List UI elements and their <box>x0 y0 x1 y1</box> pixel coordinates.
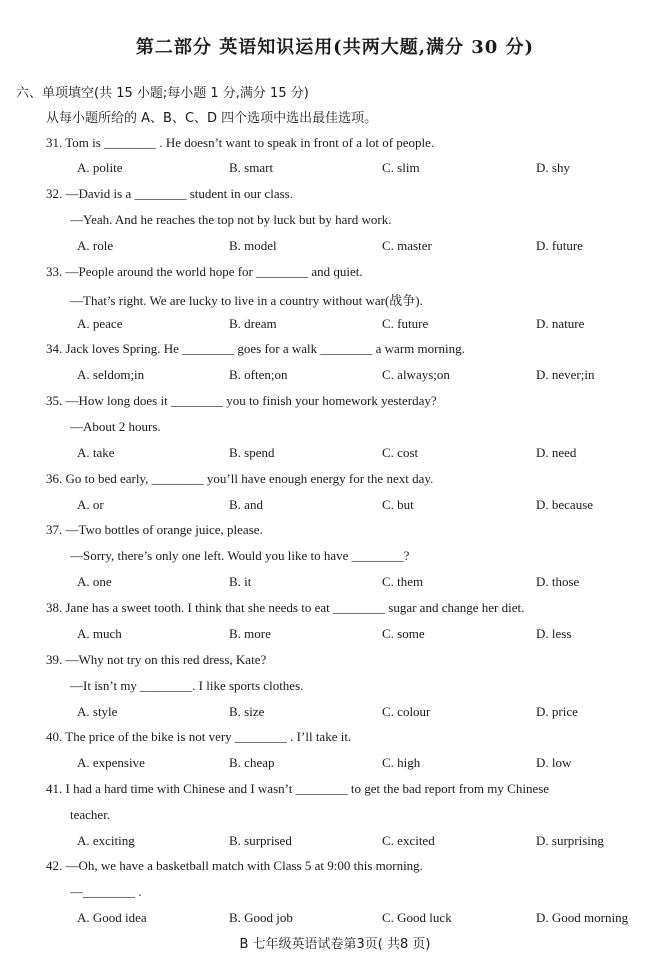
question-stem: 31. Tom is ________ . He doesn’t want to speak in front of a lot of people. <box>46 135 435 150</box>
question-stem: 33. —People around the world hope for ________ and quiet. <box>46 264 363 279</box>
option-d: D. those <box>536 574 580 589</box>
option-c: C. excited <box>382 833 435 848</box>
question-stem: 40. The price of the bike is not very ________ . I’ll take it. <box>46 729 352 744</box>
option-c: C. slim <box>382 160 420 175</box>
option-a: A. Good idea <box>77 910 147 925</box>
option-b: B. dream <box>229 316 277 331</box>
question-reply: —Yeah. And he reaches the top not by luck but by hard work. <box>70 212 392 227</box>
question-stem: 36. Go to bed early, ________ you’ll have enough energy for the next day. <box>46 471 434 486</box>
option-d: D. nature <box>536 316 585 331</box>
option-c: C. always;on <box>382 367 450 382</box>
option-a: A. one <box>77 574 112 589</box>
option-d: D. surprising <box>536 833 604 848</box>
option-b: B. cheap <box>229 755 275 770</box>
option-c: C. cost <box>382 445 419 460</box>
option-c: C. but <box>382 497 414 512</box>
option-d: D. price <box>536 704 578 719</box>
option-d: D. because <box>536 497 594 512</box>
option-b: B. spend <box>229 445 275 460</box>
option-b: B. more <box>229 626 271 641</box>
option-c: C. Good luck <box>382 910 452 925</box>
option-a: A. peace <box>77 316 123 331</box>
option-d: D. never;in <box>536 367 595 382</box>
option-b: B. Good job <box>229 910 293 925</box>
option-a: A. much <box>77 626 122 641</box>
option-d: D. less <box>536 626 572 641</box>
option-a: A. role <box>77 238 114 253</box>
option-c: C. them <box>382 574 424 589</box>
option-c: C. some <box>382 626 425 641</box>
question-stem: 38. Jane has a sweet tooth. I think that she needs to eat ________ sugar and change her diet. <box>46 600 525 615</box>
option-b: B. size <box>229 704 265 719</box>
option-b: B. often;on <box>229 367 288 382</box>
question-stem: 34. Jack loves Spring. He ________ goes for a walk ________ a warm morning. <box>46 341 465 356</box>
option-c: C. master <box>382 238 432 253</box>
option-d: D. Good morning <box>536 910 629 925</box>
option-a: A. take <box>77 445 115 460</box>
option-c: C. future <box>382 316 429 331</box>
question-stem-continued: teacher. <box>70 807 111 822</box>
option-d: D. shy <box>536 160 570 175</box>
page-title: 第二部分 英语知识运用(共两大题,满分 30 分) <box>135 37 535 58</box>
option-a: A. exciting <box>77 833 135 848</box>
instruction-text: 从每小题所给的 A、B、C、D 四个选项中选出最佳选项。 <box>46 111 378 126</box>
option-c: C. high <box>382 755 421 770</box>
option-b: B. surprised <box>229 833 292 848</box>
section-heading: 六、单项填空(共 15 小题;每小题 1 分,满分 15 分) <box>16 86 309 101</box>
option-b: B. smart <box>229 160 274 175</box>
option-b: B. it <box>229 574 252 589</box>
option-a: A. style <box>77 704 118 719</box>
question-reply: —It isn’t my ________. I like sports clothes. <box>70 678 304 693</box>
option-d: D. need <box>536 445 577 460</box>
option-b: B. and <box>229 497 263 512</box>
option-a: A. expensive <box>77 755 145 770</box>
option-c: C. colour <box>382 704 431 719</box>
page-footer: B 七年级英语试卷第3页( 共8 页) <box>239 937 431 952</box>
question-reply: —About 2 hours. <box>70 419 161 434</box>
question-reply: —Sorry, there’s only one left. Would you like to have ________? <box>70 548 410 563</box>
question-stem: 32. —David is a ________ student in our class. <box>46 186 293 201</box>
question-stem: 35. —How long does it ________ you to finish your homework yesterday? <box>46 393 437 408</box>
option-a: A. seldom;in <box>77 367 145 382</box>
question-reply: —________ . <box>70 884 142 899</box>
option-a: A. or <box>77 497 104 512</box>
question-stem: 39. —Why not try on this red dress, Kate? <box>46 652 267 667</box>
question-reply: —That’s right. We are lucky to live in a country without war(战争). <box>70 293 423 308</box>
question-stem: 42. —Oh, we have a basketball match with Class 5 at 9:00 this morning. <box>46 858 423 873</box>
option-b: B. model <box>229 238 277 253</box>
option-d: D. future <box>536 238 583 253</box>
question-stem: 37. —Two bottles of orange juice, please. <box>46 522 263 537</box>
option-a: A. polite <box>77 160 123 175</box>
option-d: D. low <box>536 755 572 770</box>
question-stem: 41. I had a hard time with Chinese and I wasn’t ________ to get the bad report from my Chinese <box>46 781 550 796</box>
